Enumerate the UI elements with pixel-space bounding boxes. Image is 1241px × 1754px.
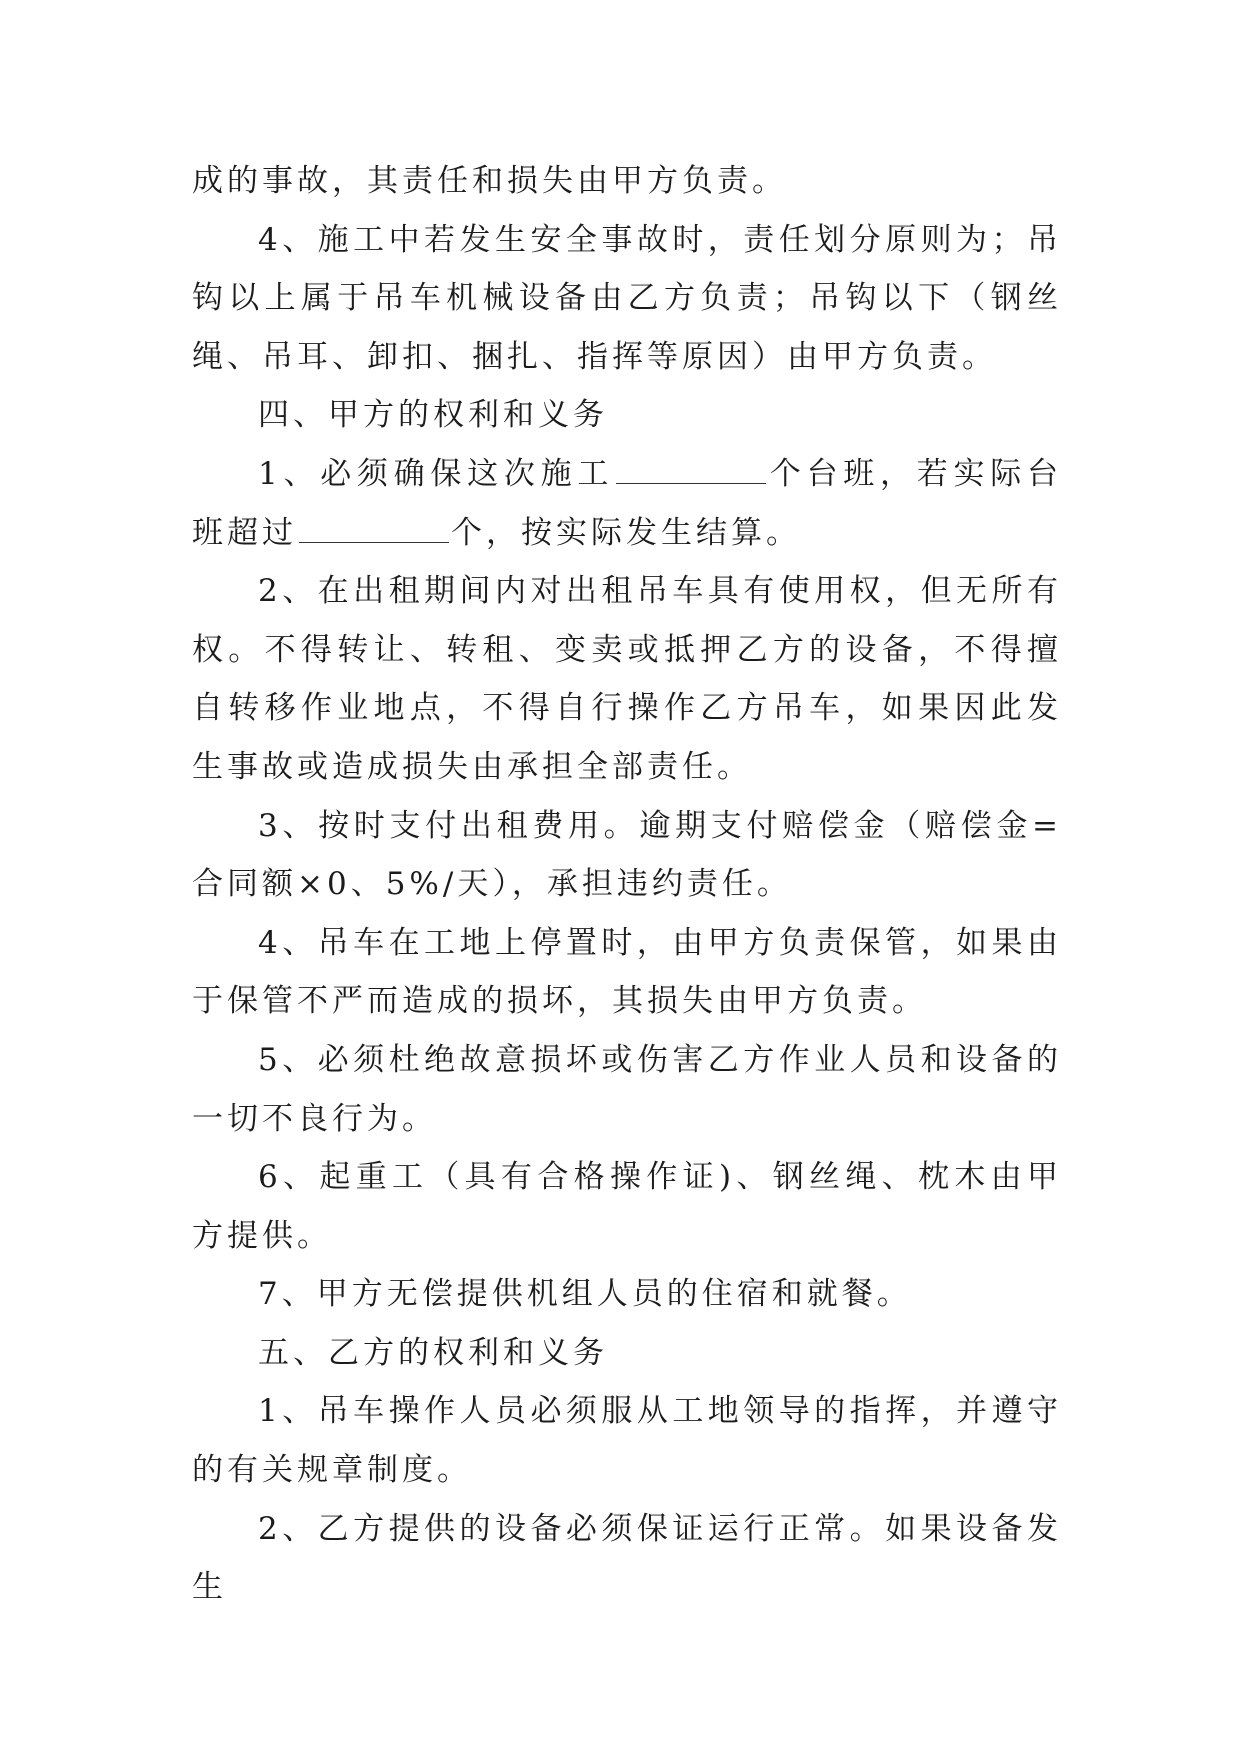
paragraph: 2、在出租期间内对出租吊车具有使用权，但无所有权。不得转让、转租、变卖或抵押乙方的设备，不得擅自转移作业地点，不得自行操作乙方吊车，如果因此发生事故或造成损失由承担全部责任。 — [192, 573, 1062, 785]
paragraph: 5、必须杜绝故意损坏或伤害乙方作业人员和设备的一切不良行为。 — [192, 1041, 1062, 1137]
section-heading: 五、乙方的权利和义务 — [258, 1334, 608, 1371]
fill-in-blank — [616, 457, 766, 484]
paragraph: 1、吊车操作人员必须服从工地领导的指挥，并遵守的有关规章制度。 — [192, 1393, 1062, 1489]
paragraph: 6、起重工（具有合格操作证)、钢丝绳、枕木由甲方提供。 — [192, 1159, 1062, 1254]
paragraph: 7、甲方无偿提供机组人员的住宿和就餐。 — [258, 1276, 912, 1313]
document-body — [192, 152, 1062, 1617]
fill-in-blank — [299, 516, 449, 543]
paragraph: 成的事故，其责任和损失由甲方负责。 — [192, 163, 787, 199]
section-heading: 四、甲方的权利和义务 — [258, 397, 608, 434]
paragraph: 4、吊车在工地上停置时，由甲方负责保管，如果由于保管不严而造成的损坏，其损失由甲方负责。 — [192, 924, 1062, 1020]
text-segment: 个台班，若实际台班超过 — [192, 455, 1062, 551]
text-segment: 1、必须确保这次施工 — [258, 455, 615, 492]
paragraph-with-blanks — [192, 445, 1062, 562]
text-segment: 个，按实际发生结算。 — [451, 514, 801, 551]
paragraph: 3、按时支付出租费用。逾期支付赔偿金（赔偿金=合同额×0、5%/天），承担违约责任。 — [192, 807, 1062, 903]
paragraph: 4、施工中若发生安全事故时，责任划分原则为；吊钩以上属于吊车机械设备由乙方负责；吊钩以下（钢丝绳、吊耳、卸扣、捆扎、指挥等原因）由甲方负责。 — [192, 221, 1062, 375]
paragraph: 2、乙方提供的设备必须保证运行正常。如果设备发生 — [192, 1510, 1062, 1606]
